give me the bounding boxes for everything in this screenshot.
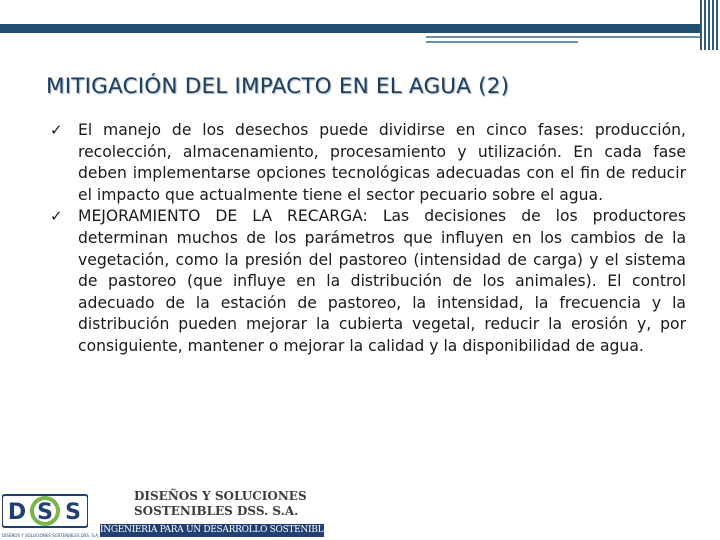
company-name-line-1: DISEÑOS Y SOLUCIONES bbox=[134, 489, 307, 503]
logo-letter-s: S bbox=[37, 500, 53, 525]
company-name-line-2: SOSTENIBLES DSS. S.A. bbox=[134, 504, 299, 518]
bullet-text: MEJORAMIENTO DE LA RECARGA: Las decisiones de los productores determinan muchos de los parámetros que influyen en los cambios de la vegetación, como la presión del pastoreo (intensidad de carga) y el sistema de pastoreo (que influye en la distribución de los animales). El control adecuado de la estación de pastoreo, la intensidad, la frecuencia y la distribución pueden mejorar la cubierta vegetal, reducir la erosión y, por consiguiente, mantener o mejorar la calidad y la disponibilidad de agua. bbox=[78, 207, 686, 355]
checkmark-icon: ✓ bbox=[50, 207, 63, 226]
header-rule bbox=[426, 36, 700, 38]
checkmark-icon: ✓ bbox=[50, 121, 63, 139]
bullet-text: El manejo de los desechos puede dividirse en cinco fases: producción, recolección, almacenamiento, procesamiento y utilización. En cada fase deben implementarse opciones tecnológicas adecuadas con el fin de reducir el impacto que actualmente tiene el sector pecuario sobre el agua. bbox=[78, 121, 686, 204]
logo-letter-s: S bbox=[65, 500, 81, 525]
logo-letter-d: D bbox=[7, 500, 27, 525]
bullet-item bbox=[48, 206, 686, 357]
header-stripe bbox=[712, 0, 714, 50]
logo-caption: DISEÑOS Y SOLUCIONES SOSTENIBLES DSS. S.A. bbox=[2, 533, 100, 538]
bullet-list bbox=[48, 120, 686, 358]
header-stripe bbox=[716, 0, 718, 50]
company-logo bbox=[0, 486, 330, 540]
bullet-item bbox=[48, 120, 686, 206]
header-stripe bbox=[704, 0, 706, 50]
header-bar bbox=[0, 24, 700, 33]
header-stripe bbox=[708, 0, 710, 50]
dss-logo-icon bbox=[2, 492, 88, 530]
company-tagline: INGENIERIA PARA UN DESARROLLO SOSTENIBLE bbox=[100, 525, 330, 535]
top-band bbox=[0, 0, 700, 24]
header-stripe bbox=[700, 0, 702, 50]
slide-title: MITIGACIÓN DEL IMPACTO EN EL AGUA (2) bbox=[46, 74, 510, 99]
header-rule-short bbox=[426, 41, 578, 43]
company-name bbox=[134, 489, 307, 519]
